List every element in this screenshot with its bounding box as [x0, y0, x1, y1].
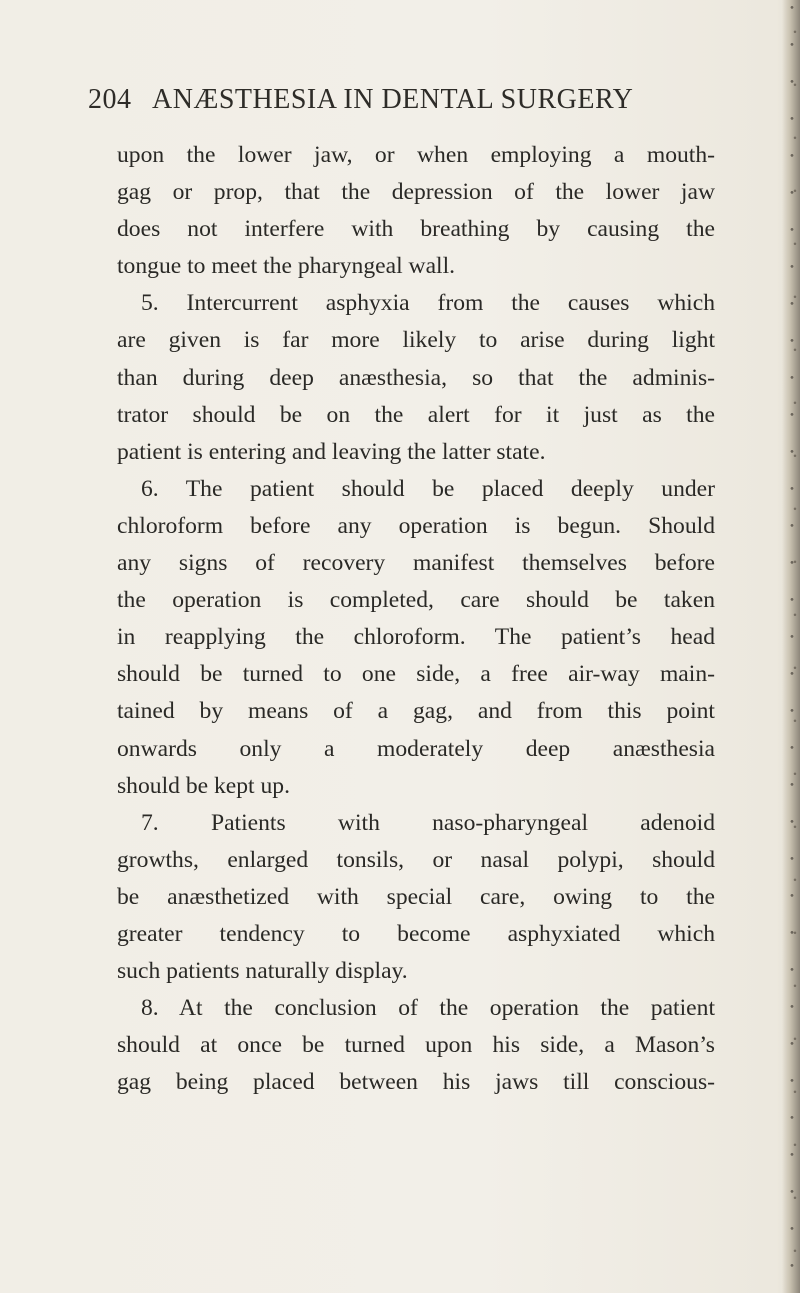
text-line: does not interfere with breathing by causing the — [117, 216, 715, 243]
page-edge-texture — [788, 0, 798, 1293]
page-number: 204 — [88, 84, 132, 115]
body-text — [117, 137, 715, 1101]
text-line: be anæsthetized with special care, owing to the — [117, 883, 715, 910]
paragraph-7-start: 7. Patients with naso-pharyngeal adenoid — [141, 809, 715, 836]
paragraph-5-start: 5. Intercurrent asphyxia from the causes which — [141, 290, 715, 317]
text-line: growths, enlarged tonsils, or nasal polypi, should — [117, 846, 715, 873]
text-line: should be kept up. — [117, 772, 291, 799]
text-line: trator should be on the alert for it just as the — [117, 401, 715, 428]
text-line: gag being placed between his jaws till conscious- — [117, 1069, 715, 1096]
text-line: than during deep anæsthesia, so that the adminis- — [117, 364, 715, 391]
text-line: onwards only a moderately deep anæsthesia — [117, 735, 715, 762]
text-line: should at once be turned upon his side, a Mason’s — [117, 1032, 715, 1059]
text-line: upon the lower jaw, or when employing a mouth- — [117, 142, 715, 168]
text-line: gag or prop, that the depression of the lower jaw — [117, 179, 715, 206]
text-line: patient is entering and leaving the latter state. — [117, 438, 546, 465]
paragraph-8-start: 8. At the conclusion of the operation the patient — [141, 995, 715, 1022]
text-line: should be turned to one side, a free air-way main- — [117, 661, 715, 688]
text-line: greater tendency to become asphyxiated which — [117, 920, 715, 947]
text-line: tained by means of a gag, and from this point — [117, 698, 715, 725]
text-line: any signs of recovery manifest themselves before — [117, 550, 715, 577]
running-head — [88, 80, 708, 120]
text-line: are given is far more likely to arise during light — [117, 327, 715, 354]
paragraph-6-start: 6. The patient should be placed deeply under — [141, 475, 715, 502]
text-line: the operation is completed, care should be taken — [117, 587, 715, 614]
text-line: in reapplying the chloroform. The patient’s head — [117, 624, 715, 651]
running-title: ANÆSTHESIA IN DENTAL SURGERY — [152, 84, 634, 115]
text-line: tongue to meet the pharyngeal wall. — [117, 253, 456, 280]
text-line: such patients naturally display. — [117, 958, 408, 985]
text-line: chloroform before any operation is begun. Should — [117, 512, 715, 539]
